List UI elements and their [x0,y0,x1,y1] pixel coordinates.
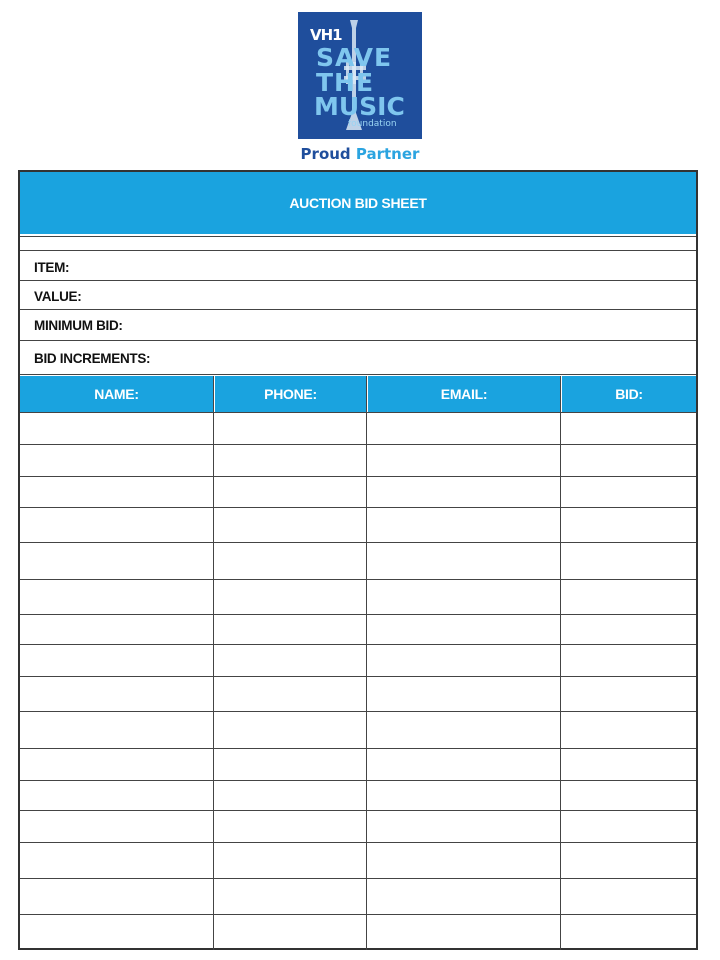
table-row [20,507,696,508]
logo-line-save: SAVE [316,43,393,72]
sheet-title: AUCTION BID SHEET [20,172,696,234]
table-row [20,444,696,445]
table-row [20,780,696,781]
column-header-bid: BID: [562,376,696,412]
field-label-value: VALUE: [34,289,82,304]
table-row [20,412,696,413]
table-row [20,476,696,477]
field-label-minimum-bid: MINIMUM BID: [34,318,123,333]
partner-word-partner: Partner [355,145,420,163]
table-row [20,614,696,615]
table-row [20,914,696,915]
proud-partner-text [0,145,720,163]
divider [20,250,696,251]
logo-line-music: MUSIC [314,92,405,121]
table-row [20,579,696,580]
column-header-phone: PHONE: [215,376,366,412]
table-row [20,644,696,645]
vh1-save-the-music-logo [298,12,422,139]
field-label-item: ITEM: [34,260,70,275]
divider [20,374,696,375]
table-row [20,810,696,811]
divider [20,280,696,281]
table-row [20,711,696,712]
column-divider [213,376,214,950]
divider [20,340,696,341]
column-divider [366,376,367,950]
column-header-name: NAME: [20,376,213,412]
table-row [20,878,696,879]
divider [20,309,696,310]
logo-line-foundation: foundation [348,119,397,129]
column-divider [560,376,561,950]
table-row [20,748,696,749]
field-label-bid-increments: BID INCREMENTS: [34,351,151,366]
logo-brand-text: VH1 [310,26,342,44]
table-row [20,676,696,677]
partner-word-proud: Proud [300,145,351,163]
table-row [20,542,696,543]
table-row [20,842,696,843]
column-header-email: EMAIL: [368,376,560,412]
auction-bid-sheet [18,170,698,950]
logo-line-the: THE [316,68,375,97]
divider [20,236,696,237]
